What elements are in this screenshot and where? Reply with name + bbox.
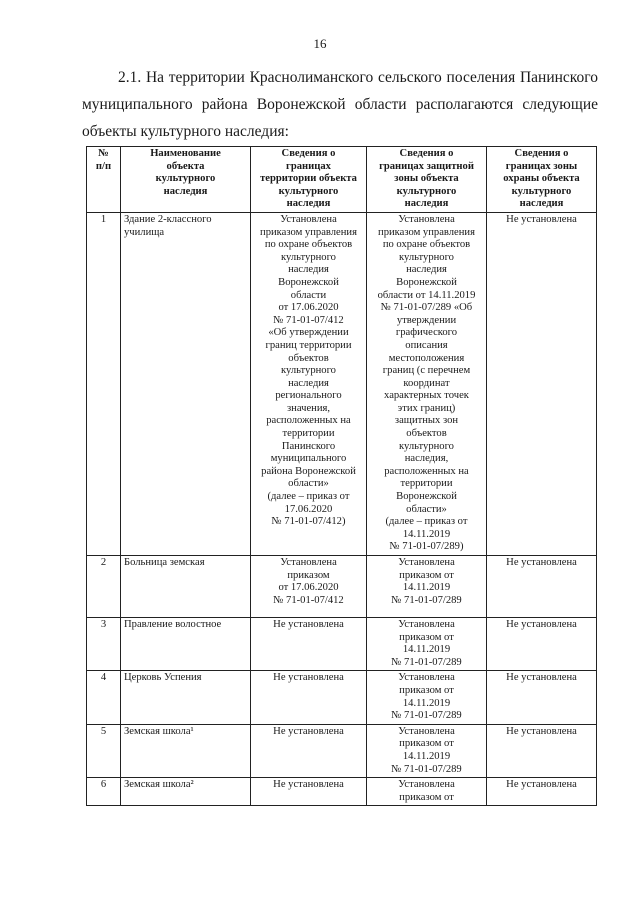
protection-zone-info: Не установлена <box>487 556 597 618</box>
protective-zone-info: Установлена приказом от 14.11.2019 № 71-01-07/289 <box>367 671 487 724</box>
header-object-name: Наименование объекта культурного наследия <box>121 147 251 213</box>
object-name: Земская школа¹ <box>121 724 251 777</box>
row-number: 1 <box>87 212 121 555</box>
territory-info: Не установлена <box>251 778 367 806</box>
object-name: Церковь Успения <box>121 671 251 724</box>
table-row <box>87 618 597 671</box>
intro-text: 2.1. На территории Краснолиманского сельского поселения Панинского муниципального района Воронежской области располагаются следующие объекты культурного наследия: <box>82 69 598 140</box>
territory-info: Не установлена <box>251 671 367 724</box>
header-territory-bounds: Сведения о границах территории объекта культурного наследия <box>251 147 367 213</box>
header-protective-zone: Сведения о границах защитной зоны объекта культурного наследия <box>367 147 487 213</box>
row-number: 4 <box>87 671 121 724</box>
protective-zone-info: Установлена приказом управления по охране объектов культурного наследия Воронежской области от 14.11.2019 № 71-01-07/289 «Об утверждении графического описания местоположения границ (с перечнем координат характерных точек этих границ) защитных зон объектов культурного наследия, расположенных на территории Воронежской области» (далее – приказ от 14.11.2019 № 71-01-07/289) <box>367 212 487 555</box>
header-number: № п/п <box>87 147 121 213</box>
protection-zone-info: Не установлена <box>487 212 597 555</box>
protection-zone-info: Не установлена <box>487 618 597 671</box>
table-row <box>87 671 597 724</box>
table-header-row <box>87 147 597 213</box>
header-protection-zone: Сведения о границах зоны охраны объекта культурного наследия <box>487 147 597 213</box>
table-row <box>87 556 597 618</box>
protective-zone-info: Установлена приказом от 14.11.2019 № 71-01-07/289 <box>367 618 487 671</box>
row-number: 6 <box>87 778 121 806</box>
protective-zone-info: Установлена приказом от <box>367 778 487 806</box>
protection-zone-info: Не установлена <box>487 671 597 724</box>
protection-zone-info: Не установлена <box>487 724 597 777</box>
table-row <box>87 724 597 777</box>
object-name: Здание 2-классного училища <box>121 212 251 555</box>
row-number: 2 <box>87 556 121 618</box>
row-number: 3 <box>87 618 121 671</box>
table-row <box>87 212 597 555</box>
territory-info: Установлена приказом от 17.06.2020 № 71-01-07/412 <box>251 556 367 618</box>
protective-zone-info: Установлена приказом от 14.11.2019 № 71-01-07/289 <box>367 556 487 618</box>
territory-info: Не установлена <box>251 618 367 671</box>
territory-info: Не установлена <box>251 724 367 777</box>
protective-zone-info: Установлена приказом от 14.11.2019 № 71-01-07/289 <box>367 724 487 777</box>
object-name: Правление волостное <box>121 618 251 671</box>
table-row <box>87 778 597 806</box>
intro-paragraph <box>82 64 598 145</box>
protection-zone-info: Не установлена <box>487 778 597 806</box>
object-name: Больница земская <box>121 556 251 618</box>
page-number: 16 <box>313 36 327 51</box>
object-name: Земская школа² <box>121 778 251 806</box>
heritage-objects-table <box>86 146 597 806</box>
territory-info: Установлена приказом управления по охране объектов культурного наследия Воронежской области от 17.06.2020 № 71-01-07/412 «Об утверждении границ территории объектов культурного наследия регионального значения, расположенных на территории Панинского муниципального района Воронежской области» (далее – приказ от 17.06.2020 № 71-01-07/412) <box>251 212 367 555</box>
row-number: 5 <box>87 724 121 777</box>
